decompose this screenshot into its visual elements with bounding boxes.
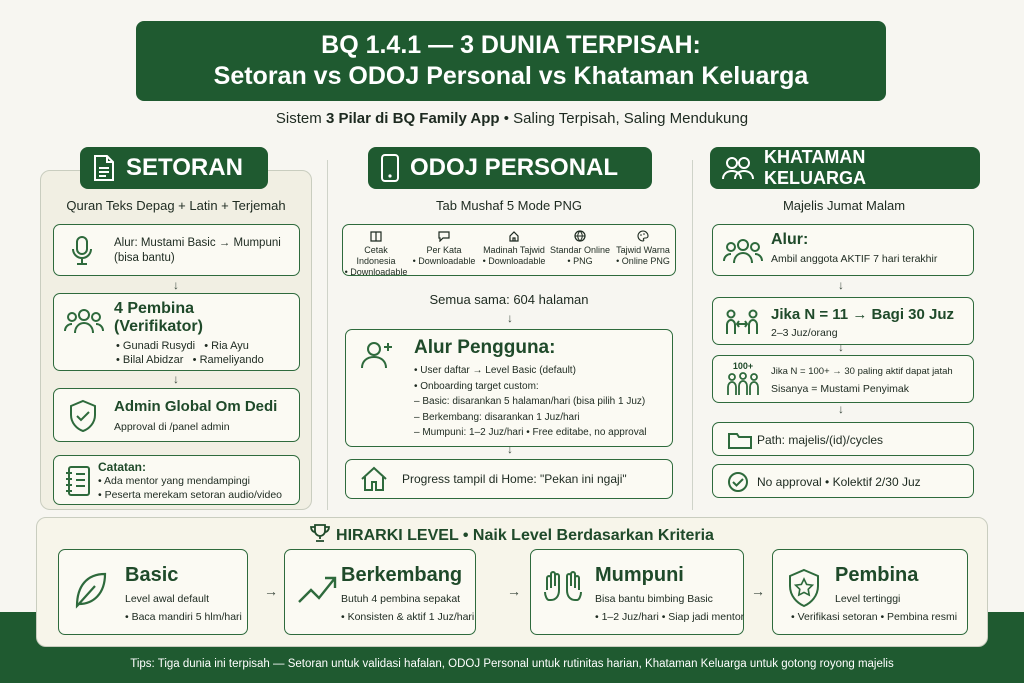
n100-card <box>712 355 974 403</box>
shield-check-icon <box>68 399 98 433</box>
pembina-name: • Rameliyando <box>192 354 264 366</box>
user-flow-list <box>414 363 672 441</box>
flow-item: – Mumpuni: 1–2 Juz/hari • Free editabe, no approval <box>414 427 647 438</box>
mode-tag: • PNG <box>567 256 593 266</box>
setoran-pill <box>80 147 268 189</box>
setoran-subtitle: Quran Teks Depag + Latin + Terjemah <box>66 198 286 213</box>
mode-item <box>344 230 408 278</box>
pembina-name: • Gunadi Rusydi <box>116 340 196 352</box>
notes-title: Catatan: <box>98 460 147 474</box>
khataman-pill <box>710 147 980 189</box>
pembina-name: • Ria Ayu <box>204 340 249 352</box>
mode-item <box>412 230 476 267</box>
divider-right <box>692 160 693 510</box>
khataman-subtitle: Majelis Jumat Malam <box>782 198 906 213</box>
shield-star-icon <box>787 568 821 608</box>
mode-tag: • Downloadable <box>412 256 476 266</box>
document-icon <box>92 154 116 182</box>
user-flow-title: Alur Pengguna: <box>414 337 556 358</box>
book-icon <box>370 230 382 242</box>
mosque-icon <box>508 230 520 242</box>
mode-name: Standar Online <box>549 245 611 255</box>
arrow-down: ↓ <box>838 278 844 292</box>
n100-badge: 100+ <box>732 361 754 371</box>
arrow-right: → <box>751 583 765 599</box>
approval-text: No approval • Kolektif 2/30 Juz <box>757 475 921 489</box>
arrow-down: ↓ <box>507 442 513 456</box>
arrow-down: ↓ <box>173 278 179 292</box>
mode-name: Madinah Tajwid <box>483 245 545 255</box>
subtitle-post: • Saling Terpisah, Saling Mendukung <box>499 110 749 127</box>
level-card-pembina <box>772 549 968 635</box>
level-desc: Level awal default <box>125 593 210 605</box>
mode-item <box>612 230 674 267</box>
khataman-flow-title: Alur: <box>771 231 809 248</box>
check-circle-icon <box>727 471 749 493</box>
home-icon <box>360 466 388 492</box>
microphone-icon <box>70 235 94 267</box>
level-title: Mumpuni <box>595 564 684 586</box>
pembina-name: • Bilal Abidzar <box>116 354 184 366</box>
folder-icon <box>727 430 753 450</box>
divider-left <box>327 160 328 510</box>
admin-title: Admin Global Om Dedi <box>114 398 278 415</box>
helping-hands-icon <box>543 568 583 608</box>
flow-item: • Onboarding target custom: <box>414 380 539 392</box>
arrow-down: ↓ <box>173 372 179 386</box>
level-desc: Bisa bantu bimbing Basic <box>595 593 713 605</box>
note-item: • Ada mentor yang mendampingi <box>98 474 298 488</box>
level-bullet: • Konsisten & aktif 1 Juz/hari <box>341 611 475 623</box>
odoj-pill <box>368 147 652 189</box>
pages-info: Semua sama: 604 halaman <box>429 292 589 307</box>
title-line-1: BQ 1.4.1 — 3 DUNIA TERPISAH: <box>321 31 701 59</box>
arrow-down: ↓ <box>507 311 513 325</box>
chat-icon <box>438 230 450 242</box>
mode-item <box>478 230 550 267</box>
mode-name: Tajwid Warna <box>616 245 670 255</box>
odoj-subtitle: Tab Mushaf 5 Mode PNG <box>436 198 582 213</box>
subtitle-pre: Sistem <box>275 110 326 127</box>
share-group-icon <box>725 308 759 336</box>
level-heading-text: HIRARKI LEVEL • Naik Level Berdasarkan Kriteria <box>336 527 714 544</box>
admin-subtitle: Approval di /panel admin <box>114 421 230 433</box>
level-card-basic <box>58 549 248 635</box>
level-desc: Level tertinggi <box>835 593 901 605</box>
mode-tag: • Online PNG <box>616 256 670 266</box>
arrow-down: ↓ <box>838 402 844 416</box>
add-user-icon <box>360 340 394 370</box>
page-subtitle <box>0 110 1024 127</box>
setoran-flow-card <box>53 224 300 276</box>
title-line-2: Setoran vs ODOJ Personal vs Khataman Keluarga <box>213 62 809 90</box>
pembina-title: 4 Pembina (Verifikator) <box>114 300 203 335</box>
level-title: Basic <box>125 564 179 586</box>
pembina-card <box>53 293 300 371</box>
n11-card <box>712 297 974 345</box>
level-bullet: • Verifikasi setoran • Pembina resmi <box>791 611 958 623</box>
level-bullet: • Baca mandiri 5 hlm/hari <box>125 611 242 623</box>
setoran-title: SETORAN <box>126 154 243 181</box>
group-icon <box>64 306 104 336</box>
arrow-right: → <box>264 583 278 599</box>
progress-card <box>345 459 673 499</box>
mode-name: Per Kata <box>426 245 462 255</box>
page-title <box>136 21 886 101</box>
progress-text: Progress tampil di Home: "Pekan ini ngaji" <box>402 472 627 486</box>
mode-name: Cetak Indonesia <box>356 245 396 266</box>
n11-sub: 2–3 Juz/orang <box>771 327 838 339</box>
admin-card <box>53 388 300 442</box>
flow-item: – Basic: disarankan 5 halaman/hari (bisa pilih 1 Juz) <box>414 396 646 407</box>
n100-icon <box>723 361 763 402</box>
level-title: Berkembang <box>341 564 463 586</box>
n100-sub: Sisanya = Mustami Penyimak <box>771 383 910 395</box>
mode-tag: • Downloadable <box>482 256 546 266</box>
path-card <box>712 422 974 456</box>
khataman-title: KHATAMAN KELUARGA <box>764 147 866 188</box>
group-icon <box>723 236 763 266</box>
khataman-flow-sub: Ambil anggota AKTIF 7 hari terakhir <box>771 253 938 265</box>
arrow-down: ↓ <box>838 340 844 354</box>
arrow-right: → <box>507 583 521 599</box>
trend-up-icon <box>297 572 337 606</box>
family-icon <box>722 155 754 181</box>
khataman-flow-card <box>712 224 974 276</box>
level-card-mumpuni <box>530 549 744 635</box>
subtitle-bold: 3 Pilar di BQ Family App <box>325 110 500 127</box>
notebook-icon <box>64 465 92 497</box>
mode-item <box>548 230 612 267</box>
flow-item: – Berkembang: disarankan 1 Juz/hari <box>414 411 580 423</box>
level-card-berkembang <box>284 549 476 635</box>
odoj-title: ODOJ PERSONAL <box>410 154 619 181</box>
notes-card <box>53 455 300 505</box>
path-text: Path: majelis/(id)/cycles <box>757 433 884 447</box>
note-item: • Peserta merekam setoran audio/video <box>98 488 298 502</box>
notes-list <box>98 474 298 502</box>
user-flow-card <box>345 329 673 447</box>
n100-title: Jika N = 100+ → 30 paling aktif dapat jatah <box>771 366 953 377</box>
mode-tag: • Downloadable <box>344 267 408 277</box>
level-desc: Butuh 4 pembina sepakat <box>341 593 461 605</box>
palette-icon <box>637 230 649 242</box>
flow-item: • User daftar → Level Basic (default) <box>414 365 576 376</box>
smartphone-icon <box>380 153 400 183</box>
tips-text: Tips: Tiga dunia ini terpisah — Setoran untuk validasi hafalan, ODOJ Personal untuk rutinitas harian, Khataman Keluarga untuk gotong royong majelis <box>130 658 894 670</box>
trophy-icon <box>310 524 330 542</box>
leaf-icon <box>73 570 109 610</box>
pembina-names <box>116 339 296 367</box>
setoran-flow-text: Alur: Mustami Basic → Mumpuni (bisa bantu) <box>114 237 281 264</box>
n11-title: Jika N = 11 → Bagi 30 Juz <box>771 306 955 323</box>
approval-card <box>712 464 974 498</box>
level-heading <box>0 524 1024 545</box>
crowd-icon <box>726 371 760 397</box>
level-bullet: • 1–2 Juz/hari • Siap jadi mentor <box>595 611 745 623</box>
level-title: Pembina <box>835 564 919 586</box>
globe-icon <box>574 230 586 242</box>
